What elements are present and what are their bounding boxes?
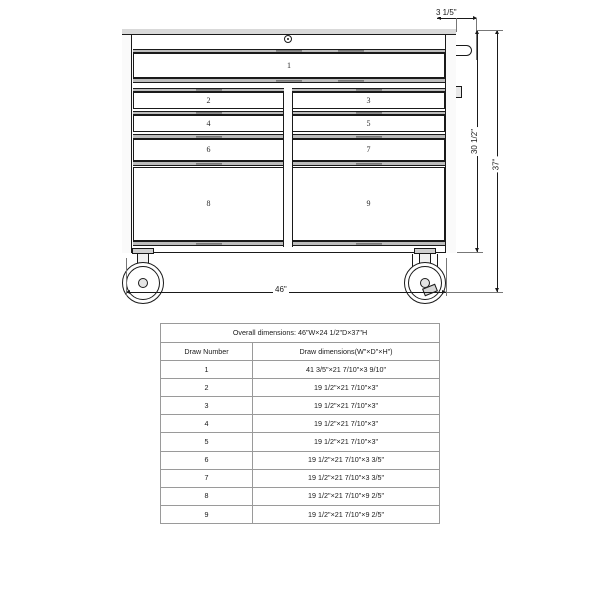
drawer-number-label: 9 [366, 199, 371, 208]
drawer-1 [133, 53, 445, 78]
cell-draw-number: 9 [161, 505, 253, 523]
drawer-number-label: 2 [206, 95, 211, 105]
table-row [161, 505, 440, 523]
drawer-dimensions-table [160, 323, 440, 524]
cell-draw-dimensions: 19 1/2"×21 7/10"×9 2/5" [253, 487, 440, 505]
table-row [161, 487, 440, 505]
cell-draw-dimensions: 19 1/2"×21 7/10"×3" [253, 379, 440, 397]
cell-draw-dimensions: 19 1/2"×21 7/10"×9 2/5" [253, 505, 440, 523]
drawer-6 [133, 139, 284, 161]
cell-draw-number: 5 [161, 433, 253, 451]
drawer-6-bottom-pull [133, 161, 284, 166]
cell-draw-dimensions: 19 1/2"×21 7/10"×3" [253, 397, 440, 415]
drawer-8 [133, 167, 284, 241]
cell-draw-dimensions: 41 3/5"×21 7/10"×3 9/10" [253, 361, 440, 379]
cell-draw-dimensions: 19 1/2"×21 7/10"×3 3/5" [253, 469, 440, 487]
cell-draw-number: 2 [161, 379, 253, 397]
dim-overall-width-label: 46" [275, 285, 287, 294]
side-handle-icon [456, 45, 472, 56]
table-row [161, 433, 440, 451]
dim-depth-ext-left [456, 18, 457, 32]
table-row [161, 451, 440, 469]
drawer-number-label: 5 [366, 118, 371, 128]
drawer-9-bottom-pull [292, 241, 445, 246]
caster-hub [138, 278, 148, 288]
drawer-8-bottom-pull [133, 241, 284, 246]
drawer-3 [292, 92, 445, 109]
column-header-draw-number: Draw Number [161, 342, 253, 360]
table-row [161, 415, 440, 433]
dim-overall-height-ext-top [477, 30, 503, 31]
drawer-number-label: 4 [206, 118, 211, 128]
table-row-header [161, 342, 440, 360]
overall-dimensions-header: Overall dimensions: 46"W×24 1/2"D×37"H [161, 324, 440, 343]
cell-draw-number: 1 [161, 361, 253, 379]
drawer-7 [292, 139, 445, 161]
cabinet-right-post [445, 35, 456, 253]
column-header-draw-dimensions: Draw dimensions(W"×D"×H") [253, 342, 440, 360]
cell-draw-number: 4 [161, 415, 253, 433]
drawer-9 [292, 167, 445, 241]
dim-depth-label: 3 1/5" [436, 8, 457, 17]
drawer-number-label: 1 [287, 60, 291, 70]
table-row [161, 469, 440, 487]
drawer-1-bottom-pull [133, 78, 445, 83]
drawer-number-label: 3 [366, 95, 371, 105]
cell-draw-number: 6 [161, 451, 253, 469]
drawer-7-bottom-pull [292, 161, 445, 166]
dim-depth-line [437, 18, 477, 19]
drawer-number-label: 8 [206, 199, 211, 208]
drawer-number-label: 7 [366, 145, 371, 154]
cell-draw-number: 3 [161, 397, 253, 415]
cell-draw-number: 8 [161, 487, 253, 505]
dim-body-height-ext-bottom [457, 252, 483, 253]
cabinet-top-lid [122, 29, 456, 35]
cell-draw-dimensions: 19 1/2"×21 7/10"×3" [253, 415, 440, 433]
table-row-overall [161, 324, 440, 343]
lock-icon [284, 35, 292, 43]
center-divider [283, 92, 293, 247]
table-body [161, 324, 440, 524]
side-latch-icon [456, 86, 462, 98]
dim-overall-width-ext-right [446, 258, 447, 296]
table-row [161, 379, 440, 397]
cell-draw-dimensions: 19 1/2"×21 7/10"×3 3/5" [253, 451, 440, 469]
table-row [161, 361, 440, 379]
drawer-number-label: 6 [206, 145, 211, 154]
cell-draw-dimensions: 19 1/2"×21 7/10"×3" [253, 433, 440, 451]
dim-body-height-label: 30 1/2" [470, 128, 480, 155]
dim-overall-width-ext-left [126, 258, 127, 296]
cell-draw-number: 7 [161, 469, 253, 487]
table-row [161, 397, 440, 415]
dim-overall-height-label: 37" [491, 158, 501, 171]
drawer-5 [292, 115, 445, 132]
drawer-2 [133, 92, 284, 109]
cabinet-left-post [122, 35, 132, 253]
drawer-4 [133, 115, 284, 132]
dim-overall-height-ext-bottom [447, 292, 503, 293]
